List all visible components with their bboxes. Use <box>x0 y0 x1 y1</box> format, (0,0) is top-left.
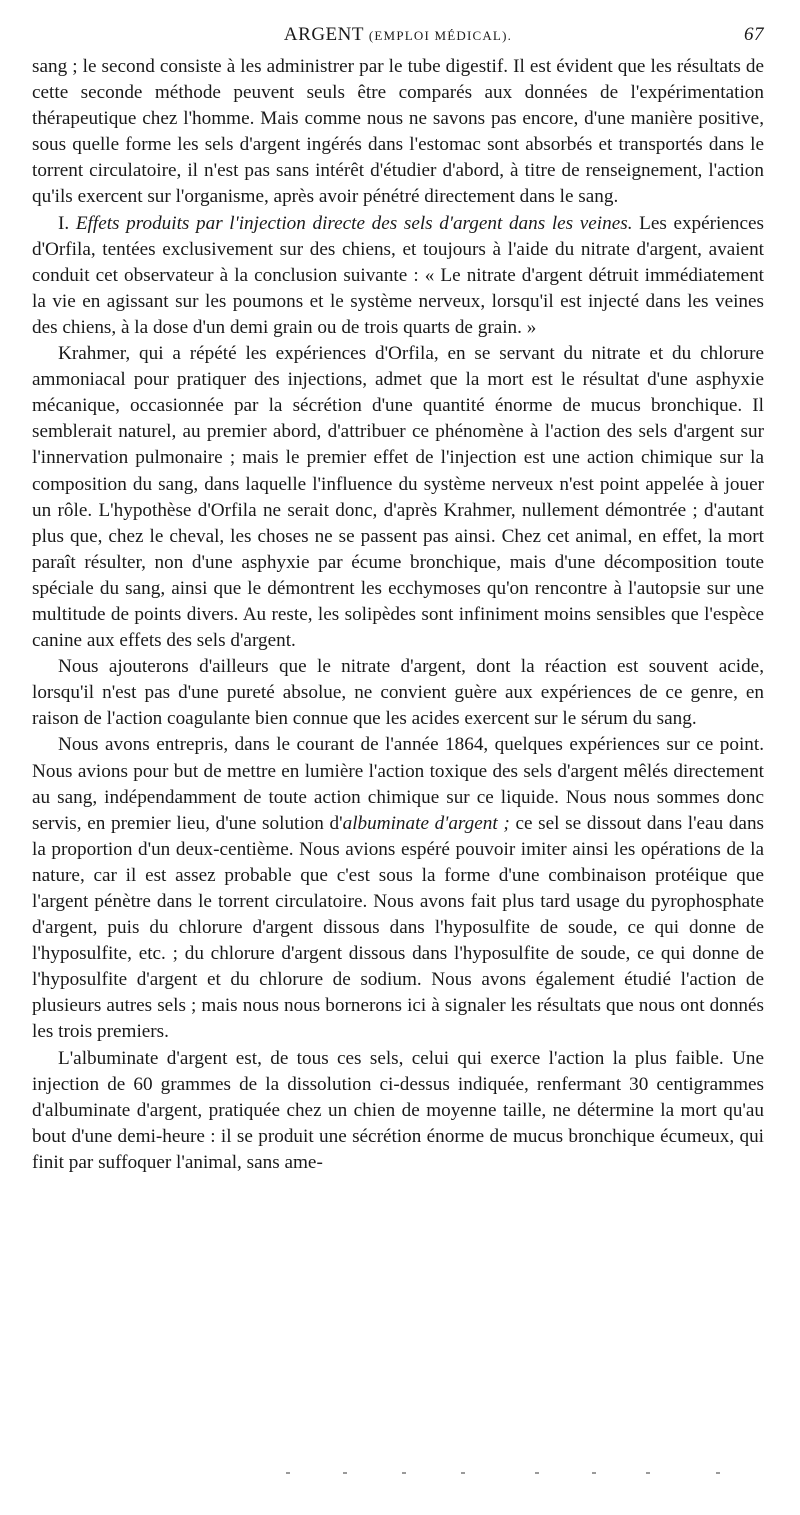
running-header <box>32 24 764 54</box>
text-segment: sang ; le second consiste à les administrer par le tube digestif. Il est évident que les résultats de cette seconde méthode peuvent seuls être comparés aux données de l'expérimentation thérapeutique chez l'homme. Mais comme nous ne savons pas encore, d'une manière positive, sous quelle forme les sels d'argent ingérés dans l'estomac sont absorbés et transportés dans le torrent circulatoire, il n'est pas sans intérêt d'étudier d'abord, à titre de renseignement, l'action qu'ils exercent sur l'organisme, après avoir pénétré directement dans le sang. <box>32 56 764 208</box>
paragraph <box>32 732 764 1045</box>
text-segment: Les expériences d'Orfila, tentées exclusivement sur des chiens, et toujours à l'aide du nitrate d'argent, avaient conduit cet observateur à la conclusion suivante : « Le nitrate d'argent détruit immédiatement la vie en agissant sur les poumons et le système nerveux, lorsqu'il est injecté dans les veines des chiens, à la dose d'un demi grain ou de trois quarts de grain. » <box>32 212 764 338</box>
running-title-main: ARGENT <box>283 24 364 45</box>
text-segment: Nous ajouterons d'ailleurs que le nitrate d'argent, dont la réaction est souvent acide, lorsqu'il n'est pas d'une pureté absolue, ne convient guère aux expériences de ce genre, en raison de l'action coagulante bien connue que les acides exercent sur le sérum du sang. <box>32 656 764 730</box>
paragraph <box>32 654 764 732</box>
italic-text-segment: albuminate d'argent ; <box>342 812 510 834</box>
document-page <box>32 24 764 1176</box>
body-text <box>32 54 764 1176</box>
paragraph <box>32 54 764 211</box>
running-title <box>32 24 764 46</box>
text-segment: I. <box>58 212 76 234</box>
paragraph <box>32 211 764 341</box>
italic-text-segment: Effets produits par l'injection directe des sels d'argent dans les veines. <box>75 212 633 234</box>
running-title-subtitle: (EMPLOI MÉDICAL). <box>368 28 513 43</box>
text-segment: ce sel se dissout dans l'eau dans la proportion d'un deux-centième. Nous avions espéré pouvoir imiter ainsi les opérations de la nature, car il est assez probable que c'est sous la forme d'une combinaison protéique que l'argent pénètre dans le torrent circulatoire. Nous avons fait plus tard usage du pyrophosphate d'argent, puis du chlorure d'argent dissous dans l'hyposulfite de soude, ce qui donne de l'hyposulfite, etc. ; du chlorure d'argent dissous dans l'hyposulfite de soude, ce qui donne de l'hyposulfite d'argent et du chlorure de sodium. Nous avons également étudié l'action de plusieurs autres sels ; mais nous nous bornerons ici à signaler les résultats que nous ont donnés les trois premiers. <box>32 812 765 1043</box>
paragraph <box>32 1046 764 1176</box>
text-segment: Nous avons entrepris, dans le courant de l'année 1864, quelques expériences sur ce point. Nous avions pour but de mettre en lumière l'action toxique des sels d'argent mêlés directement au sang, indépendamment de toute action chimique sur ce liquide. Nous nous sommes donc servis, en premier lieu, d'une solution d' <box>32 734 764 834</box>
text-segment: Krahmer, qui a répété les expériences d'Orfila, en se servant du nitrate et du chlorure ammoniacal pour pratiquer des injections, admet que la mort est le résultat d'une asphyxie mécanique, occasionnée par la sécrétion d'une quantité énorme de mucus bronchique. Il semblerait naturel, au premier abord, d'attribuer ce phénomène à l'action des sels d'argent sur l'innervation pulmonaire ; mais le premier effet de l'injection est une action chimique sur la composition du sang, dans laquelle l'influence du système nerveux n'est point appelée à jouer un rôle. L'hypothèse d'Orfila ne serait donc, d'après Krahmer, nullement démontrée ; d'autant plus que, chez le cheval, les choses ne se passent pas ainsi. Chez cet animal, en effet, la mort paraît résulter, non d'une asphyxie par écume bronchique, mais d'une décomposition toute spéciale du sang, ainsi que le démontrent les ecchymoses qu'on rencontre à l'autopsie sur une multitude de points divers. Au reste, les solipèdes sont infiniment moins sensibles que l'espèce canine aux effets des sels d'argent. <box>32 343 764 652</box>
page-number: 67 <box>744 24 764 45</box>
bottom-margin-specks <box>0 1472 800 1482</box>
text-segment: L'albuminate d'argent est, de tous ces sels, celui qui exerce l'action la plus faible. Une injection de 60 grammes de la dissolution ci-dessus indiquée, renfermant 30 centigrammes d'albuminate d'argent, pratiquée chez un chien de moyenne taille, ne détermine la mort qu'au bout d'une demi-heure : il se produit une sécrétion énorme de mucus bronchique écumeux, qui finit par suffoquer l'animal, sans ame- <box>32 1047 764 1173</box>
paragraph <box>32 341 764 654</box>
